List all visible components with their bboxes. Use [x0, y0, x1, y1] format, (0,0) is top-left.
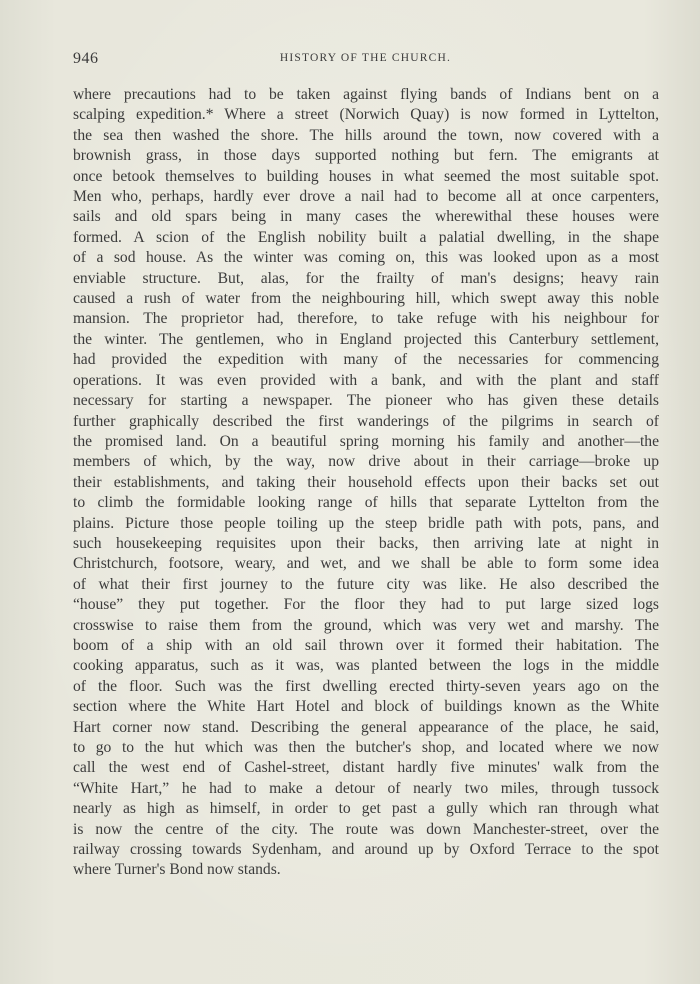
running-title: HISTORY OF THE CHURCH.	[279, 52, 452, 64]
text-line: boom of a ship with an old sail thrown over it formed their habitation. The	[73, 636, 659, 654]
page-number: 946	[73, 50, 99, 67]
text-line: brownish grass, in those days supported nothing but fern. The emigrants at	[73, 147, 659, 165]
text-line: railway crossing towards Sydenham, and around up by Oxford Terrace to the spot	[73, 841, 659, 859]
text-line: their establishments, and taking their household effects upon their backs set out	[73, 473, 659, 491]
body-paragraph	[73, 85, 659, 881]
text-line: of the floor. Such was the first dwelling erected thirty-seven years ago on the	[73, 677, 659, 695]
text-line: necessary for starting a newspaper. The pioneer who has given these details	[73, 392, 659, 410]
text-line: the sea then washed the shore. The hills around the town, now covered with a	[73, 126, 659, 144]
text-line: of a sod house. As the winter was coming on, this was looked upon as a most	[73, 249, 659, 267]
text-line: sails and old spars being in many cases the wherewithal these houses were	[73, 208, 659, 226]
text-line: operations. It was even provided with a bank, and with the plant and staff	[73, 371, 659, 389]
text-line: “White Hart,” he had to make a detour of nearly two miles, through tussock	[73, 779, 659, 797]
text-line: “house” they put together. For the floor they had to put large sized logs	[73, 596, 659, 614]
text-line: mansion. The proprietor had, therefore, to take refuge with his neighbour for	[73, 310, 659, 328]
text-line: is now the centre of the city. The route was down Manchester-street, over the	[73, 820, 659, 838]
text-line: Hart corner now stand. Describing the general appearance of the place, he said,	[73, 718, 659, 736]
text-line: of what their first journey to the future city was like. He also described the	[73, 575, 659, 593]
text-line: Christchurch, footsore, weary, and wet, and we shall be able to form some idea	[73, 555, 659, 573]
text-line: enviable structure. But, alas, for the frailty of man's designs; heavy rain	[73, 269, 659, 287]
text-line: the promised land. On a beautiful spring morning his family and another—the	[73, 432, 659, 450]
text-line: section where the White Hart Hotel and block of buildings known as the White	[73, 698, 659, 716]
text-line: such housekeeping requisites upon their backs, then arriving late at night in	[73, 534, 659, 552]
text-line: once betook themselves to building houses in what seemed the most suitable spot.	[73, 167, 659, 185]
text-line: where Turner's Bond now stands.	[73, 861, 281, 879]
text-line: scalping expedition.* Where a street (Norwich Quay) is now formed in Lyttelton,	[73, 106, 659, 124]
text-line: where precautions had to be taken against flying bands of Indians bent on a	[73, 86, 659, 103]
text-line: call the west end of Cashel-street, distant hardly five minutes' walk from the	[73, 759, 659, 777]
text-line: Men who, perhaps, hardly ever drove a nail had to become all at once carpenters,	[73, 188, 659, 206]
text-line: nearly as high as himself, in order to get past a gully which ran through what	[73, 800, 659, 818]
text-line: plains. Picture those people toiling up the steep bridle path with pots, pans, and	[73, 514, 659, 532]
text-line: the winter. The gentlemen, who in England projected this Canterbury settlement,	[73, 330, 659, 348]
text-line: further graphically described the first wanderings of the pilgrims in search of	[73, 412, 659, 430]
text-line: to climb the formidable looking range of hills that separate Lyttelton from the	[73, 494, 659, 512]
text-line: formed. A scion of the English nobility built a palatial dwelling, in the shape	[73, 228, 659, 246]
text-line: crosswise to raise them from the ground, which was very wet and marshy. The	[73, 616, 659, 634]
page-header	[73, 50, 658, 70]
text-line: to go to the hut which was then the butcher's shop, and located where we now	[73, 739, 659, 756]
text-line: members of which, by the way, now drive about in their carriage—broke up	[73, 453, 659, 471]
text-line: caused a rush of water from the neighbouring hill, which swept away this noble	[73, 290, 659, 308]
text-line: had provided the expedition with many of the necessaries for commencing	[73, 351, 659, 369]
text-line: cooking apparatus, such as it was, was planted between the logs in the middle	[73, 657, 659, 675]
